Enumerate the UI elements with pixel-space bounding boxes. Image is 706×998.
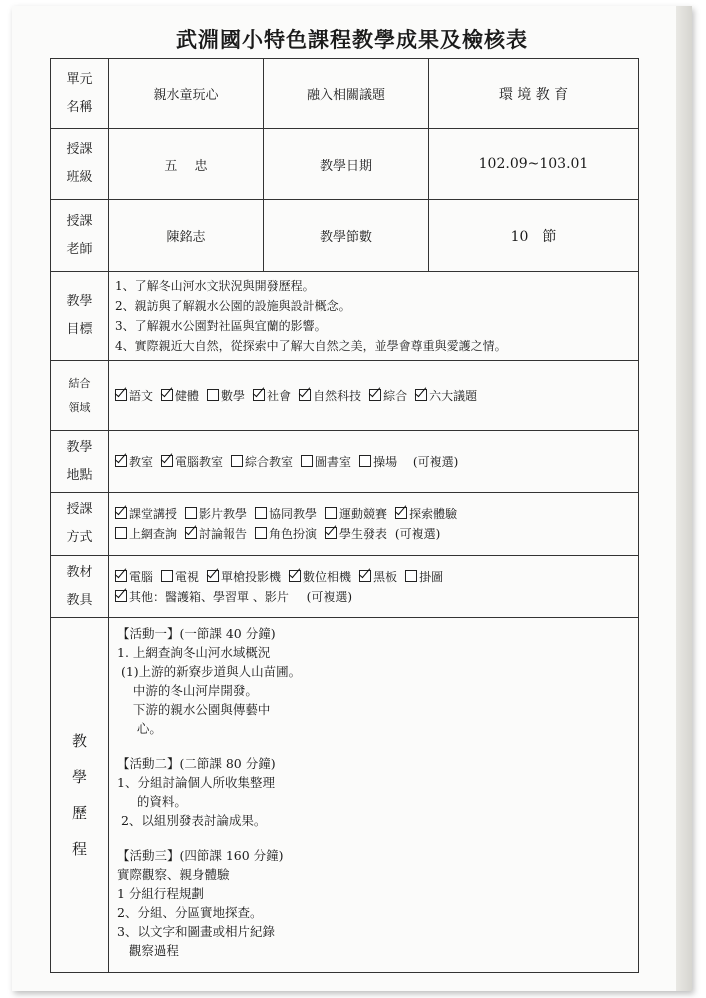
domain-checkbox[interactable] — [161, 389, 173, 401]
method-option-label: 影片教學 — [199, 507, 248, 521]
process-line: 的資料。 — [117, 794, 187, 809]
teacher-value: 陳銘志 — [109, 200, 264, 272]
domain-option-label: 六大議題 — [429, 388, 478, 403]
process-content — [109, 618, 639, 973]
material-checkbox[interactable] — [405, 570, 417, 582]
material-option-label: 數位相機 — [303, 569, 352, 584]
material-checkbox[interactable] — [161, 570, 173, 582]
domain-option-label: 語文 — [129, 388, 154, 403]
places-row — [51, 431, 639, 493]
method-option-label: 學生發表 — [339, 527, 388, 541]
process-line: 1 分組行程規劃 — [117, 886, 204, 901]
process-line — [117, 830, 632, 846]
methods-row — [51, 493, 639, 556]
domain-checkbox[interactable] — [369, 389, 381, 401]
process-line: 1. 上網查詢冬山河水域概況 — [117, 645, 271, 660]
method-option-label: 協同教學 — [269, 507, 318, 521]
domain-checkbox[interactable] — [299, 389, 311, 401]
materials-row — [51, 556, 639, 618]
material-checkbox[interactable] — [359, 570, 371, 582]
process-line: (1)上游的新寮步道與人山苗圃。 — [117, 664, 302, 679]
method-option-label: 角色扮演 — [269, 527, 318, 541]
class-value: 五 忠 — [109, 129, 264, 200]
class-label: 授課 班級 — [51, 129, 109, 200]
methods-note: (可複選) — [394, 527, 441, 541]
method-option-label: 探索體驗 — [409, 507, 458, 521]
material-option-label: 掛圖 — [419, 569, 444, 584]
method-checkbox[interactable] — [115, 507, 127, 519]
method-option-label: 上網查詢 — [129, 527, 178, 541]
process-line: 下游的親水公園與傳藝中 — [117, 702, 271, 717]
place-option-label: 教室 — [129, 454, 154, 469]
place-option-label: 圖書室 — [315, 454, 352, 469]
place-checkbox[interactable] — [301, 455, 313, 467]
material-checkbox[interactable] — [115, 570, 127, 582]
process-line: 觀察過程 — [117, 943, 179, 958]
process-line: 【活動二】(二節課 80 分鐘) — [117, 756, 276, 771]
teacher-row — [51, 200, 639, 272]
domains-label: 結合 領域 — [51, 361, 109, 431]
goal-item: 4、實際親近大自然，從探索中了解大自然之美，並學會尊重與愛護之情。 — [115, 339, 507, 353]
process-line: 【活動一】(一節課 40 分鐘) — [117, 626, 276, 641]
place-checkbox[interactable] — [161, 455, 173, 467]
unit-label: 單元 名稱 — [51, 59, 109, 129]
domain-checkbox[interactable] — [207, 389, 219, 401]
process-line: 【活動三】(四節課 160 分鐘) — [117, 848, 284, 863]
domains-content — [109, 361, 639, 431]
places-label: 教學 地點 — [51, 431, 109, 493]
material-checkbox[interactable] — [207, 570, 219, 582]
domain-option-label: 綜合 — [383, 388, 408, 403]
material-option-label: 黑板 — [373, 569, 398, 584]
material-option-label: 電視 — [175, 569, 200, 584]
unit-value: 親水童玩心 — [109, 59, 264, 129]
place-option-label: 電腦教室 — [175, 454, 224, 469]
goal-item: 1、了解冬山河水文狀況與開發歷程。 — [115, 279, 315, 293]
page-title: 武淵國小特色課程教學成果及檢核表 — [176, 28, 528, 52]
process-line: 中游的冬山河岸開發。 — [117, 683, 258, 698]
material-checkbox[interactable] — [289, 570, 301, 582]
method-checkbox[interactable] — [115, 527, 127, 539]
process-line: 心。 — [117, 721, 162, 736]
method-checkbox[interactable] — [395, 507, 407, 519]
method-checkbox[interactable] — [325, 507, 337, 519]
process-line: 2、以組別發表討論成果。 — [117, 813, 267, 828]
method-option-label: 課堂講授 — [129, 507, 178, 521]
place-checkbox[interactable] — [359, 455, 371, 467]
domains-row — [51, 361, 639, 431]
domain-option-label: 數學 — [221, 388, 246, 403]
date-value: 102.09~103.01 — [429, 129, 639, 200]
materials-note: (可複選) — [306, 589, 353, 604]
material-option-label: 電腦 — [129, 569, 154, 584]
process-line — [117, 738, 632, 754]
method-checkbox[interactable] — [255, 527, 267, 539]
domain-option-label: 健體 — [175, 388, 200, 403]
goal-item: 2、親訪與了解親水公園的設施與設計概念。 — [115, 299, 351, 313]
methods-label: 授課 方式 — [51, 493, 109, 556]
process-label: 教 學 歷 程 — [51, 618, 109, 973]
date-label: 教學日期 — [264, 129, 429, 200]
periods-label: 教學節數 — [264, 200, 429, 272]
materials-other: 其他：醫護箱、學習單 、影片 — [129, 589, 289, 604]
unit-row — [51, 59, 639, 129]
places-content — [109, 431, 639, 493]
methods-content — [109, 493, 639, 556]
domain-checkbox[interactable] — [115, 389, 127, 401]
place-checkbox[interactable] — [115, 455, 127, 467]
course-table — [50, 58, 639, 973]
domain-checkbox[interactable] — [415, 389, 427, 401]
document-page — [12, 6, 692, 991]
page-edge — [676, 6, 692, 991]
process-row — [51, 618, 639, 973]
method-checkbox[interactable] — [325, 527, 337, 539]
checkbox-other[interactable] — [115, 590, 127, 602]
process-line: 3、以文字和圖畫或相片紀錄 — [117, 924, 275, 939]
place-option-label: 綜合教室 — [245, 454, 294, 469]
method-checkbox[interactable] — [185, 507, 197, 519]
topic-label: 融入相關議題 — [264, 59, 429, 129]
class-row — [51, 129, 639, 200]
places-note: (可複選) — [412, 454, 459, 469]
goals-label: 教學 目標 — [51, 272, 109, 361]
place-checkbox[interactable] — [231, 455, 243, 467]
method-checkbox[interactable] — [255, 507, 267, 519]
domain-option-label: 自然科技 — [313, 388, 362, 403]
materials-content — [109, 556, 639, 618]
teacher-label: 授課 老師 — [51, 200, 109, 272]
process-line: 2、分組、分區實地探查。 — [117, 905, 263, 920]
goals-content — [109, 272, 639, 361]
material-option-label: 單槍投影機 — [221, 569, 282, 584]
method-option-label: 運動競賽 — [339, 507, 388, 521]
domain-option-label: 社會 — [267, 388, 292, 403]
method-checkbox[interactable] — [185, 527, 197, 539]
goal-item: 3、了解親水公園對社區與宜蘭的影響。 — [115, 319, 327, 333]
materials-label: 教材 教具 — [51, 556, 109, 618]
process-line: 1、分組討論個人所收集整理 — [117, 775, 275, 790]
goals-row — [51, 272, 639, 361]
method-option-label: 討論報告 — [199, 527, 248, 541]
place-option-label: 操場 — [373, 454, 398, 469]
topic-value: 環 境 教 育 — [429, 59, 639, 129]
process-line: 實際觀察、親身體驗 — [117, 867, 230, 882]
periods-value: 10 節 — [429, 200, 639, 272]
domain-checkbox[interactable] — [253, 389, 265, 401]
